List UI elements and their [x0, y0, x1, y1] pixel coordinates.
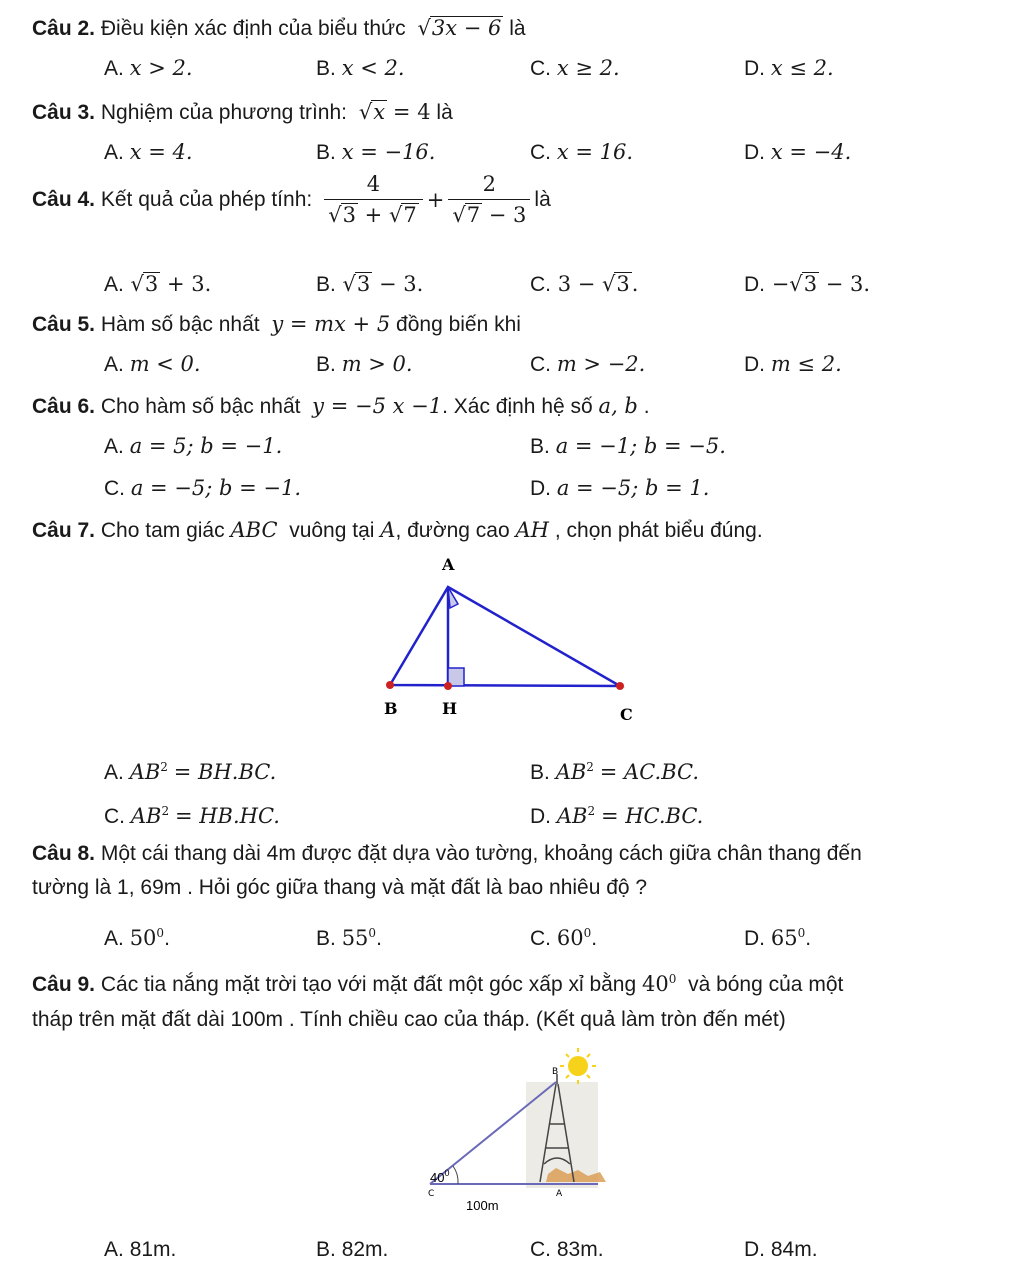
option-b[interactable]: B. x = −16.: [316, 140, 436, 164]
option-a[interactable]: A. a = 5; b = −1.: [104, 434, 283, 458]
option-d[interactable]: D. x = −4.: [744, 140, 852, 164]
question-7: Câu 7. Cho tam giác ABC vuông tại A, đường cao AH , chọn phát biểu đúng.: [32, 518, 763, 542]
option-c[interactable]: C. $AB^2 = HB.HC$.: [104, 804, 280, 828]
label-b: B: [552, 1067, 559, 1077]
tower-figure: [418, 1044, 618, 1224]
point-c: [616, 682, 624, 690]
option-c[interactable]: C. a = −5; b = −1.: [104, 476, 302, 500]
option-c[interactable]: C. 3 − √3.: [530, 272, 639, 296]
option-d[interactable]: D. $65^0$.: [744, 926, 812, 950]
triangle-abc: [390, 587, 620, 686]
option-a[interactable]: A. √3 + 3.: [104, 272, 212, 296]
distance-label: 100m: [466, 1198, 499, 1213]
angle-degree: 0: [444, 1168, 450, 1178]
option-b[interactable]: B. √3 − 3.: [316, 272, 424, 296]
option-a[interactable]: A. x > 2.: [104, 56, 193, 80]
question-8: Câu 8. Một cái thang dài 4m được đặt dựa vào tường, khoảng cách giữa chân thang đến: [32, 842, 862, 865]
label-a: A: [442, 555, 455, 574]
option-c[interactable]: C. m > −2.: [530, 352, 646, 376]
option-c[interactable]: C. x ≥ 2.: [530, 56, 620, 80]
option-a[interactable]: A. $AB^2 = BH.BC$.: [104, 760, 277, 784]
label-b: B: [384, 699, 398, 718]
question-3: Câu 3. Nghiệm của phương trình: √x = 4 là: [32, 100, 453, 124]
option-c[interactable]: C. 83m.: [530, 1238, 604, 1261]
svg-text:400: [430, 1168, 449, 1185]
option-b[interactable]: B. a = −1; b = −5.: [530, 434, 726, 458]
option-d[interactable]: D. $AB^2 = HC.BC$.: [530, 804, 704, 828]
option-a[interactable]: A. $50^0$.: [104, 926, 170, 950]
option-c[interactable]: C. $60^0$.: [530, 926, 598, 950]
angle-value: 40: [430, 1170, 445, 1185]
option-b[interactable]: B. m > 0.: [316, 352, 413, 376]
triangle-figure: [370, 552, 650, 732]
question-9: Câu 9. Các tia nắng mặt trời tạo với mặt đất một góc xấp xỉ bằng $40^0$ và bóng của một: [32, 972, 844, 996]
label-c: C: [428, 1189, 435, 1199]
option-b[interactable]: B. 82m.: [316, 1238, 389, 1261]
option-a[interactable]: A. m < 0.: [104, 352, 201, 376]
angle-arc: [453, 1166, 458, 1184]
option-b[interactable]: B. $AB^2 = AC.BC$.: [530, 760, 700, 784]
question-8-line-2: tường là 1, 69m . Hỏi góc giữa thang và mặt đất là bao nhiêu độ ?: [32, 876, 648, 899]
question-2: Câu 2. Điều kiện xác định của biểu thức √3x − 6 là: [32, 16, 526, 40]
question-6: Câu 6. Cho hàm số bậc nhất y = −5 x −1. Xác định hệ số a, b .: [32, 394, 650, 418]
option-d[interactable]: D. x ≤ 2.: [744, 56, 834, 80]
option-a[interactable]: A. 81m.: [104, 1238, 177, 1261]
label-c: C: [620, 705, 633, 724]
label-a: A: [556, 1189, 563, 1199]
option-d[interactable]: D. −√3 − 3.: [744, 272, 871, 296]
question-4: Câu 4. Kết quả của phép tính: $\frac{4}{√3 + √7}$ + $\frac{2}{√7 - 3}$ là: [32, 172, 551, 227]
sun-icon: [568, 1056, 588, 1076]
question-5: Câu 5. Hàm số bậc nhất y = mx + 5 đồng biến khi: [32, 312, 521, 336]
option-d[interactable]: D. m ≤ 2.: [744, 352, 842, 376]
point-b: [386, 681, 394, 689]
option-c[interactable]: C. x = 16.: [530, 140, 634, 164]
option-d[interactable]: D. a = −5; b = 1.: [530, 476, 710, 500]
point-h: [444, 682, 452, 690]
option-b[interactable]: B. x < 2.: [316, 56, 405, 80]
option-d[interactable]: D. 84m.: [744, 1238, 818, 1261]
question-9-line-2: tháp trên mặt đất dài 100m . Tính chiều cao của tháp. (Kết quả làm tròn đến mét): [32, 1008, 786, 1031]
label-h: H: [442, 699, 458, 718]
option-a[interactable]: A. x = 4.: [104, 140, 193, 164]
option-b[interactable]: B. $55^0$.: [316, 926, 382, 950]
question-label: Câu 2.: [32, 17, 96, 40]
